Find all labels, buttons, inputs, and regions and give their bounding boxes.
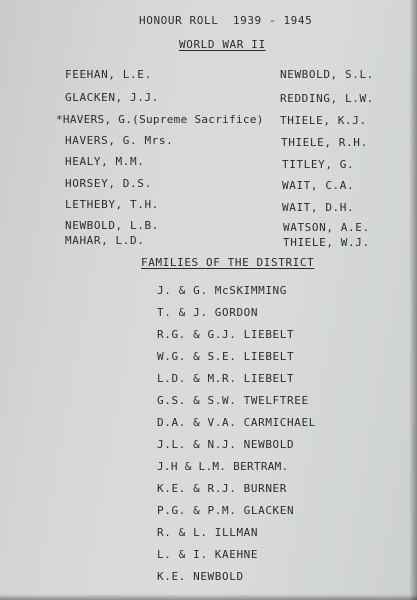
family-item: J.L. & N.J. NEWBOLD — [157, 438, 295, 451]
family-item: G.S. & S.W. TWELFTREE — [157, 394, 309, 407]
honour-name-left: MAHAR, L.D. — [65, 234, 145, 247]
page-bottom-shadow — [0, 594, 417, 600]
honour-name-right: THIELE, W.J. — [283, 236, 370, 249]
family-item: J.H & L.M. BERTRAM. — [157, 460, 289, 473]
family-item: R. & L. ILLMAN — [157, 526, 259, 539]
family-item: W.G. & S.E. LIEBELT — [157, 350, 295, 363]
page-subtitle: WORLD WAR II — [179, 38, 266, 51]
honour-name-right: WAIT, D.H. — [282, 201, 355, 214]
family-item: K.E. & R.J. BURNER — [157, 482, 288, 495]
honour-name-left: HEALY, M.M. — [65, 155, 145, 168]
honour-name-right: TITLEY, G. — [282, 158, 355, 171]
page-title: HONOUR ROLL 1939 - 1945 — [139, 14, 313, 27]
honour-name-right: THIELE, K.J. — [280, 114, 367, 127]
family-item: D.A. & V.A. CARMICHAEL — [157, 416, 316, 429]
honour-name-left: LETHEBY, T.H. — [65, 198, 159, 211]
family-item: P.G. & P.M. GLACKEN — [157, 504, 295, 517]
honour-name-left: *HAVERS, G.(Supreme Sacrifice) — [56, 113, 264, 126]
family-item: L. & I. KAEHNE — [157, 548, 259, 561]
family-item: L.D. & M.R. LIEBELT — [157, 372, 295, 385]
honour-name-right: WAIT, C.A. — [282, 179, 355, 192]
honour-name-right: THIELE, R.H. — [281, 136, 368, 149]
family-item: K.E. NEWBOLD — [157, 570, 244, 583]
honour-name-right: NEWBOLD, S.L. — [280, 68, 374, 81]
family-item: J. & G. McSKIMMING — [157, 284, 288, 297]
honour-name-left: GLACKEN, J.J. — [65, 91, 159, 104]
honour-name-left: FEEHAN, L.E. — [65, 68, 152, 81]
family-item: R.G. & G.J. LIEBELT — [157, 328, 295, 341]
honour-name-left: HAVERS, G. Mrs. — [65, 134, 174, 147]
honour-name-left: HORSEY, D.S. — [65, 177, 152, 190]
honour-name-right: REDDING, L.W. — [280, 92, 374, 105]
honour-name-right: WATSON, A.E. — [283, 221, 370, 234]
family-item: T. & J. GORDON — [157, 306, 259, 319]
honour-name-left: NEWBOLD, L.B. — [65, 219, 159, 232]
page-edge-shadow — [409, 0, 417, 600]
families-heading: FAMILIES OF THE DISTRICT — [141, 256, 315, 269]
